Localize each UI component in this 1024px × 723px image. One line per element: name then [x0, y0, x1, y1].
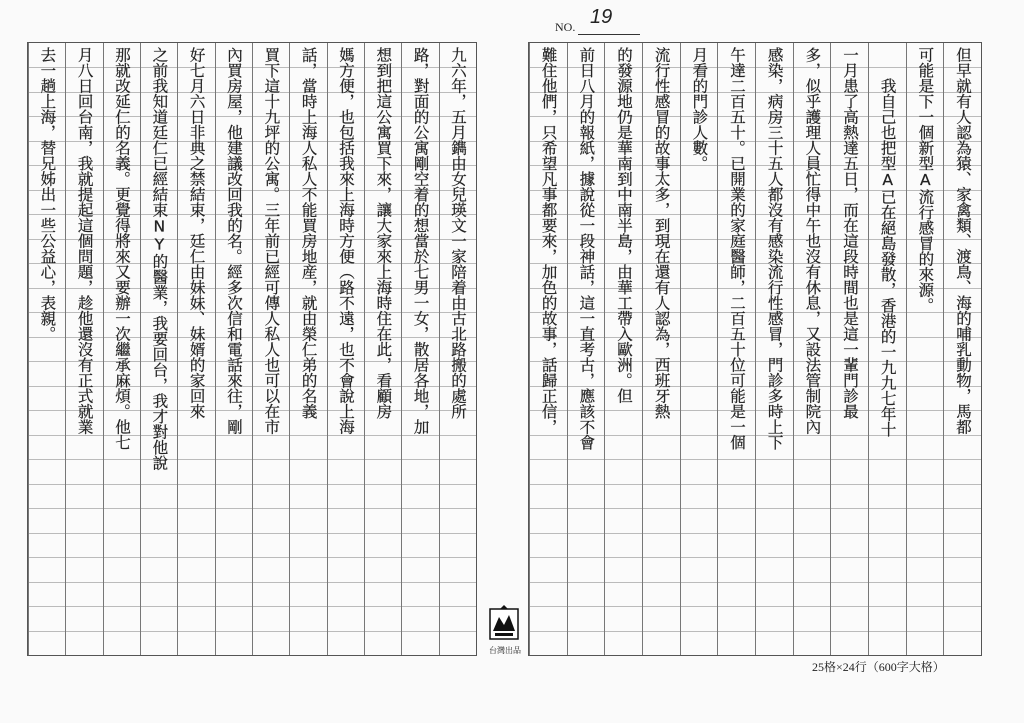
- page-number: 19: [590, 6, 613, 28]
- right-column-text: 月看的門診人數。: [690, 47, 709, 171]
- left-column-text: 去一趟上海，替兄姊出一些公益心，表親。: [38, 47, 57, 342]
- left-column: [28, 43, 65, 655]
- page-number-underline: [578, 34, 640, 35]
- left-column: [401, 43, 438, 655]
- right-column-text: 難住他們，只希望凡事都要來，加色的故事，話歸正信，: [539, 47, 558, 435]
- right-column: [830, 43, 868, 655]
- right-column: [793, 43, 831, 655]
- left-column-text: 內買房屋，他建議改回我的名。經多次信和電話來往，剛: [224, 47, 243, 435]
- left-manuscript-grid: [27, 42, 477, 656]
- right-column-text: 流行性感冒的故事太多，到現在還有人認為，西班牙熱: [652, 47, 671, 419]
- left-column-text: 路，對面的公寓剛空着的想當於七男一女，散居各地，加: [411, 47, 430, 435]
- left-column: [364, 43, 401, 655]
- right-column-text: 的發源地仍是華南到中南半島，由華工帶入歐洲。但: [614, 47, 633, 404]
- publisher-logo-icon: [489, 605, 519, 645]
- grid-spec-label: 25格×24行（600字大格）: [812, 660, 945, 674]
- right-column: [604, 43, 642, 655]
- left-column-text: 九六年，五月鐫由女兒瑛文一家陪着由古北路搬的處所: [448, 47, 467, 419]
- page-number-label: NO.: [555, 20, 576, 34]
- right-column-text: 午達二百五十。已開業的家庭醫師，二百五十位可能是一個: [727, 47, 746, 450]
- left-column-text: 那就改延仁的名義。更覺得將來又要辦一次繼承麻煩。他七: [112, 47, 131, 450]
- left-column: [289, 43, 326, 655]
- left-column-text: 想到把這公寓買下來，讓大家來上海時住在此，看顧房: [374, 47, 393, 419]
- right-column: [906, 43, 944, 655]
- left-column: [177, 43, 214, 655]
- left-column-text: 買下這十九坪的公寓。三年前已經可傳人私人也可以在市: [262, 47, 281, 435]
- right-column: [717, 43, 755, 655]
- right-column-text: 一月患了高熱達五日，而在這段時間也是這一輩門診最: [840, 47, 859, 419]
- left-column: [439, 43, 476, 655]
- left-column-text: 媽方便，也包括我來上海時方便（路不遠，也不會說上海: [336, 47, 355, 435]
- left-column: [252, 43, 289, 655]
- right-column: [642, 43, 680, 655]
- right-column-text: 多，似乎護理人員忙得中午也沒有休息，又設法管制院內: [803, 47, 822, 435]
- right-manuscript-grid: [528, 42, 982, 656]
- left-column-text: 月八日回台南，我就提起這個問題，趁他還沒有正式就業: [75, 47, 94, 435]
- right-column: [567, 43, 605, 655]
- right-column: [755, 43, 793, 655]
- right-column-text: 我自己也把型A已在絕島發散，香港的一九九七年十: [878, 47, 897, 437]
- left-column: [327, 43, 364, 655]
- right-column-text: 感染，病房三十五人都沒有感染流行性感冒，門診多時上下: [765, 47, 784, 450]
- right-column: [529, 43, 567, 655]
- left-column: [140, 43, 177, 655]
- right-column-text: 前日八月的報紙，據說從一段神話，這一直考古，應該不會: [577, 47, 596, 450]
- left-column: [65, 43, 102, 655]
- right-column: [680, 43, 718, 655]
- right-column: [943, 43, 981, 655]
- left-column-text: 好七月六日非典之禁結束，廷仁由妹妹、妹婿的家回來: [187, 47, 206, 419]
- publisher-name: 台灣出品: [489, 646, 521, 655]
- left-column-text: 話，當時上海人私人不能買房地産，就由榮仁弟的名義: [299, 47, 318, 419]
- left-column: [215, 43, 252, 655]
- right-column-text: 但早就有人認為猿、家禽類、渡鳥、海的哺乳動物，馬都: [953, 47, 972, 435]
- right-column: [868, 43, 906, 655]
- left-column-text: 之前我知道廷仁已經結束NY的醫業，我要回台，我才對他說: [150, 47, 169, 471]
- right-column-text: 可能是下一個新型A流行感冒的來源。: [916, 47, 935, 313]
- left-column: [103, 43, 140, 655]
